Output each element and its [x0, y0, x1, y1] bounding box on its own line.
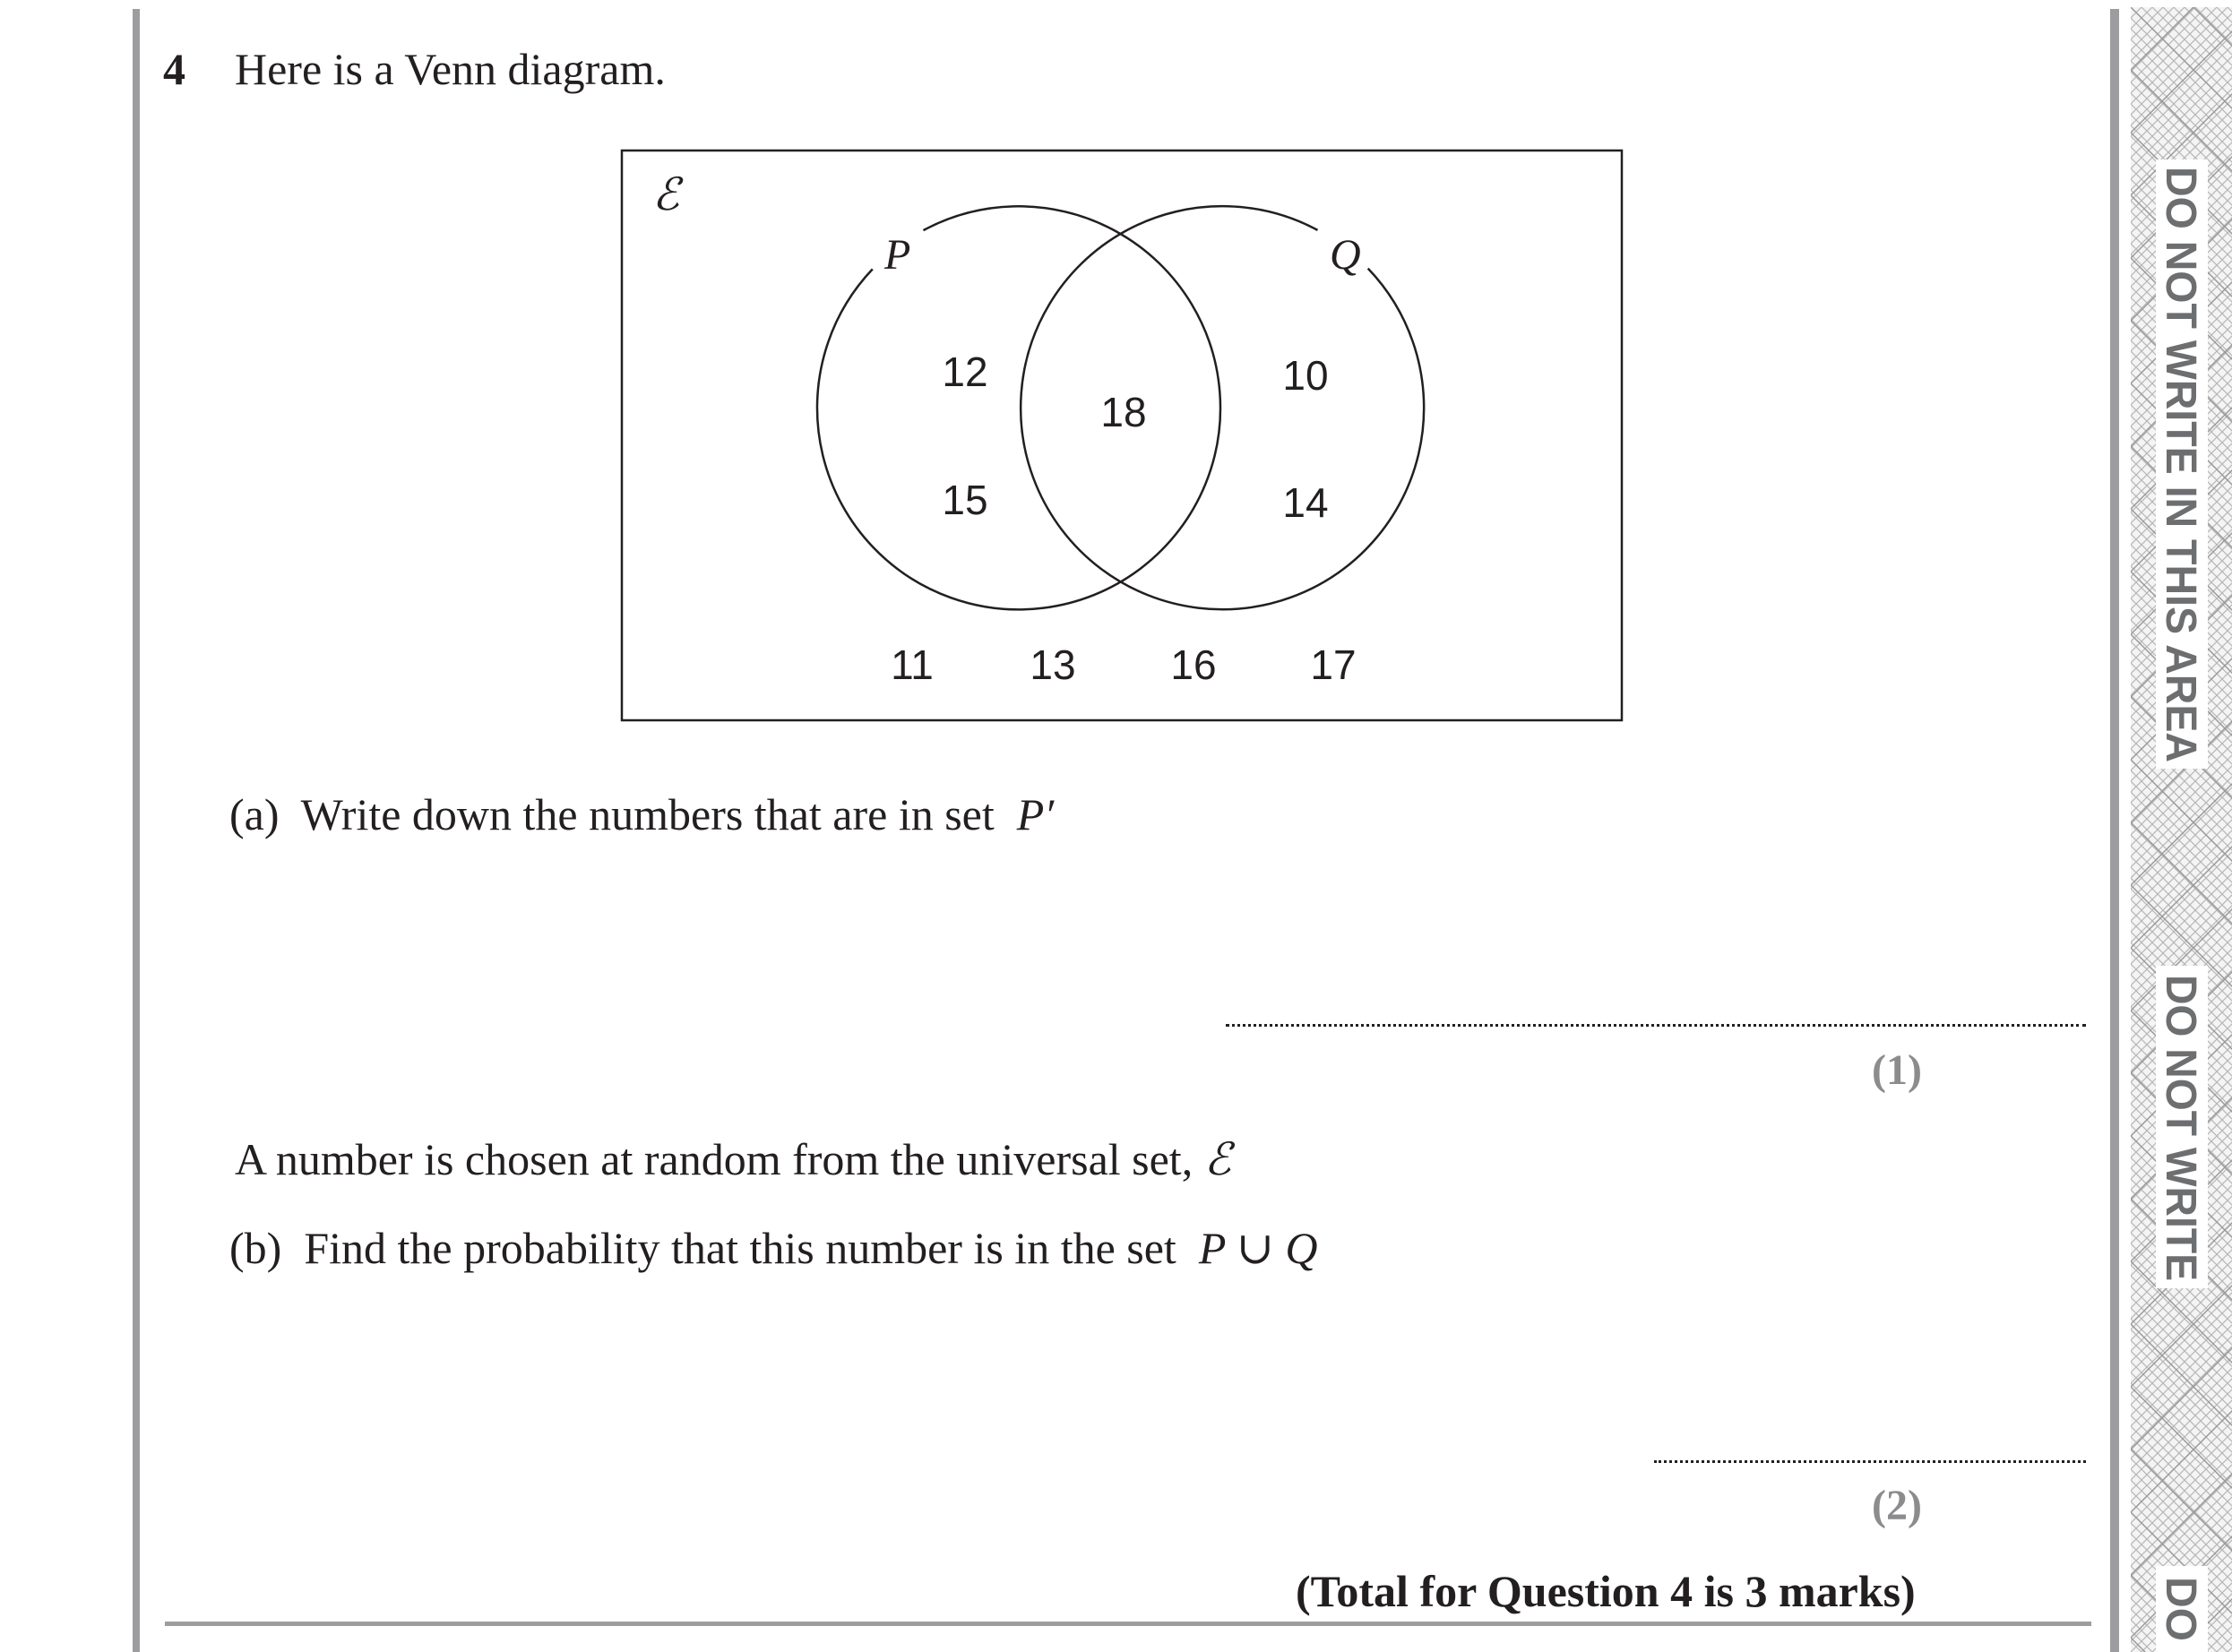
part-a-set: P′ — [1016, 789, 1055, 839]
venn-diagram — [618, 147, 1631, 724]
part-a-text: Write down the numbers that are in set — [300, 789, 995, 839]
p-only-value: 12 — [942, 348, 988, 395]
right-margin-rule — [2110, 9, 2119, 1652]
part-a-label: (a) — [229, 789, 280, 839]
margin-warning-cut: DO — [2157, 1577, 2204, 1641]
left-margin-rule — [133, 9, 140, 1652]
part-b-label: (b) — [229, 1223, 282, 1273]
outside-value: 13 — [1030, 641, 1076, 688]
set-p-label: P — [884, 231, 911, 279]
do-not-write-margin — [2131, 7, 2232, 1652]
part-b-answer-line[interactable] — [1654, 1460, 2086, 1463]
stem-text: A number is chosen at random from the universal set, — [235, 1134, 1194, 1184]
universal-set-symbol: ℰ — [652, 169, 680, 219]
margin-warning-long: DO NOT WRITE IN THIS AREA — [2157, 167, 2204, 782]
part-b-expression: P ∪ Q — [1198, 1223, 1318, 1273]
question-number: 4 — [163, 44, 185, 94]
question-intro: Here is a Venn diagram. — [235, 44, 666, 94]
part-b-stem — [235, 1133, 1231, 1185]
outside-value: 16 — [1170, 641, 1217, 688]
outside-value: 11 — [891, 641, 934, 688]
q-only-value: 14 — [1282, 479, 1329, 526]
q-only-value: 10 — [1282, 352, 1329, 399]
outside-value: 17 — [1310, 641, 1357, 688]
set-q-label: Q — [1330, 231, 1361, 279]
set-q-circle — [1021, 206, 1424, 609]
part-b-question — [229, 1222, 1317, 1274]
part-a-question — [229, 788, 1054, 840]
part-a-marks: (1) — [1872, 1046, 1922, 1094]
universal-set-box — [622, 151, 1622, 720]
set-p-circle — [817, 206, 1220, 609]
part-b-text: Find the probability that this number is in the set — [304, 1223, 1176, 1273]
p-only-value: 15 — [942, 477, 988, 523]
universal-set-symbol: ℰ — [1203, 1134, 1231, 1184]
intersection-value: 18 — [1100, 389, 1147, 435]
part-a-answer-line[interactable] — [1226, 1024, 2086, 1027]
part-b-marks: (2) — [1872, 1482, 1922, 1529]
margin-warning-short: DO NOT WRITE — [2157, 975, 2204, 1293]
question-total: (Total for Question 4 is 3 marks) — [1296, 1566, 1916, 1616]
bottom-rule — [165, 1622, 2091, 1626]
